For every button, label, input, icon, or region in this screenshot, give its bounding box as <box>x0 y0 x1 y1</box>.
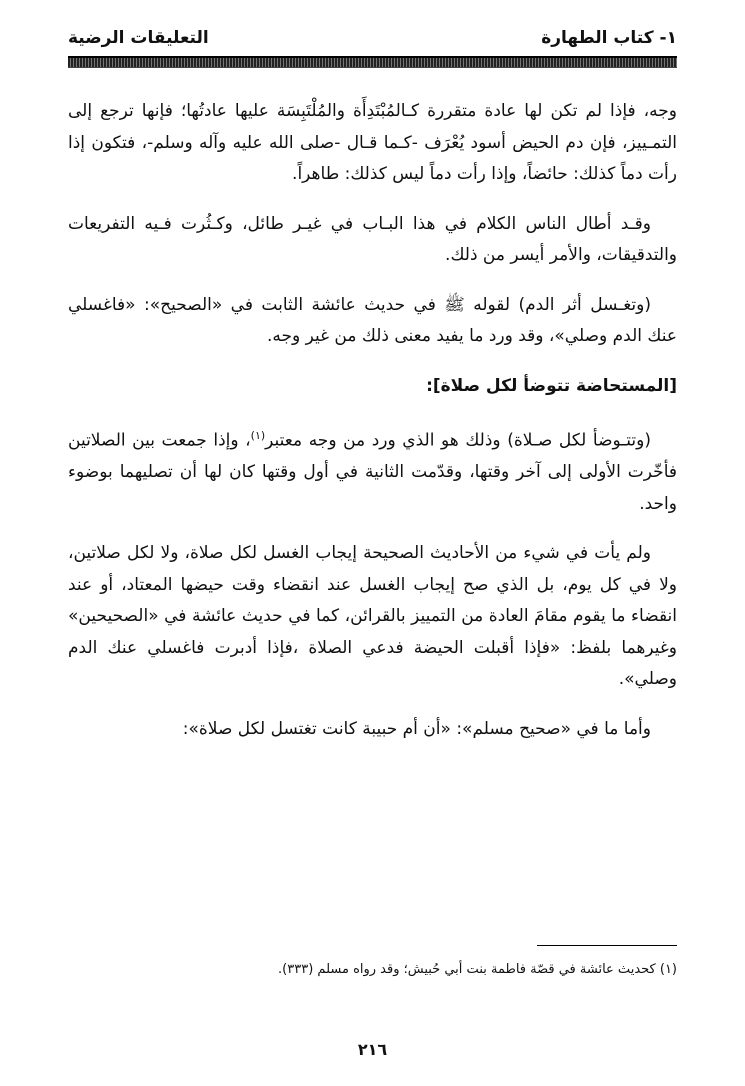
book-title: التعليقات الرضية <box>68 28 209 48</box>
paragraph-4-main: (وتتـوضأ لكل صـلاة) وذلك هو الذي ورد من وجه معتبر <box>265 430 651 451</box>
footnote-reference: (١) <box>250 429 266 442</box>
paragraph-2: وقـد أطال الناس الكلام في هذا البـاب في غيـر طائل، وكـثُرت فـيه التفريعات والتدقيقات، والأمر أيسر من ذلك. <box>68 213 677 265</box>
section-heading: [المستحاضة تتوضأ لكل صلاة]: <box>426 375 677 396</box>
running-header <box>68 28 677 54</box>
footnote-rule <box>537 945 677 946</box>
paragraph-3: (وتغـسل أثر الدم) لقوله ﷺ في حديث عائشة الثابت في «الصحيح»: «فاغسلي عنك الدم وصلي»، وقد ورد ما يفيد معنى ذلك من غير وجه. <box>68 294 677 346</box>
paragraph-5: ولم يأت في شيء من الأحاديث الصحيحة إيجاب الغسل لكل صلاة، ولا لكل صلاتين، ولا في كل يوم، بل الذي صح إيجاب الغسل عند انقضاء وقت حيضها المعتاد، أو عند انقضاء ما يقوم مقامَ العادة من التمييز بالقرائن، كما في حديث عائشة في «الصحيحين» وغيرهما بلفظ: «فإذا أقبلت الحيضة فدعي الصلاة ،فإذا أدبرت فاغسلي عنك الدم وصلي». <box>68 543 677 690</box>
paragraph-6: وأما ما في «صحيح مسلم»: «أن أم حبيبة كانت تغتسل لكل صلاة»: <box>182 718 651 739</box>
footnote: (١) كحديث عائشة في قصّة فاطمة بنت أبي حُبيش؛ وقد رواه مسلم (٣٣٣). <box>278 962 677 977</box>
body-text <box>68 96 677 763</box>
chapter-title: ١- كتاب الطهارة <box>541 28 677 48</box>
header-rule <box>68 56 677 68</box>
page-number: ٢١٦ <box>357 1040 388 1059</box>
paragraph-4-rest: ، وإذا جمعت بين الصلاتين فأخّرت الأولى إلى آخر وقتها، وقدّمت الثانية في أول وقتها كان لها أن تصليهما بوضوء واحد. <box>68 430 677 514</box>
paragraph-4 <box>68 420 677 520</box>
paragraph-1: وجه، فإذا لم تكن لها عادة متقررة كـالمُبْتَدِأَة والمُلْتَبِسَة عليها عادتُها؛ فإنها ترجع إلى التمـييز، فإن دم الحيض أسود يُعْرَف -كـما قـال -صلى الله عليه وآله وسلم-، فتكون إذا رأت دماً كذلك: حائضاً، وإذا رأت دماً ليس كذلك: طاهراً. <box>68 101 677 184</box>
